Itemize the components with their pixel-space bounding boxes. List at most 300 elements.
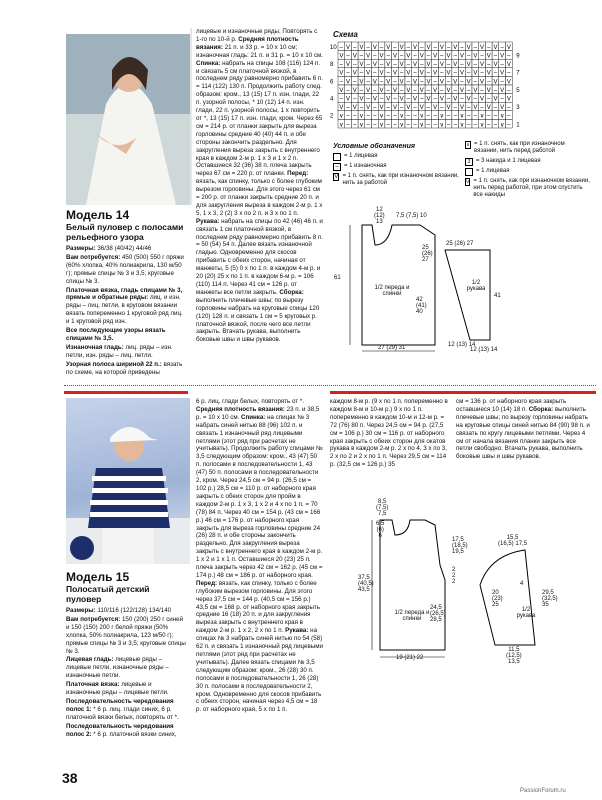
chart-symbol: V	[346, 44, 351, 51]
chart-symbol: –	[393, 44, 397, 51]
chart-symbol: V	[426, 62, 431, 69]
chart-symbol: V	[386, 62, 391, 69]
chart-symbol: ∨	[439, 122, 445, 129]
chart-symbol: –	[386, 53, 390, 60]
chart-symbol: V	[346, 96, 351, 103]
chart-symbol: V	[339, 87, 344, 94]
chart-symbol: –	[353, 113, 357, 120]
dim-sleeve-bottom-2: 12 (13) 14	[470, 347, 498, 353]
dim-shoulder: 7,5 (7,5) 10	[396, 213, 427, 219]
paragraph: Узорная полоса шириной 22 п.: вязать по схеме, на которой приведены	[66, 360, 183, 376]
sleeve-cap: 4	[520, 581, 524, 587]
chart-symbol: –	[373, 53, 377, 60]
model14-column-1	[66, 245, 187, 378]
chart-symbol: –	[453, 87, 457, 94]
chart-symbol: –	[480, 87, 484, 94]
red-bar-right	[330, 391, 596, 394]
chart-symbol: V	[386, 79, 391, 86]
knitting-chart	[330, 40, 535, 135]
chart-symbol: –	[433, 44, 437, 51]
model14-subtitle: Белый пуловер с полосами рельефного узора	[66, 222, 184, 242]
paragraph: Последовательность чередования полос 1: * 6 р. лиц. глади синих, 6 р. платочной вязки белых, повторять от *.	[66, 697, 179, 721]
chart-symbol: –	[393, 113, 397, 120]
chart-symbol: V	[480, 44, 485, 51]
chart-symbol: V	[359, 96, 364, 103]
chart-symbol: –	[379, 96, 384, 103]
chart-row-number: 8	[330, 62, 334, 69]
chart-symbol: V	[486, 105, 491, 112]
chart-symbol: –	[426, 113, 431, 120]
legend-title: Условные обозначения	[333, 143, 416, 150]
chart-symbol: ∨	[499, 122, 505, 129]
chart-symbol: –	[466, 122, 471, 129]
model14-photo	[66, 34, 190, 205]
chart-symbol: V	[379, 53, 384, 60]
chart-symbol: –	[359, 87, 364, 94]
chart-symbol: V	[413, 96, 418, 103]
chart-symbol: –	[386, 113, 390, 120]
chart-symbol: –	[433, 96, 437, 103]
model15-subtitle: Полосатый детский пуловер	[66, 584, 150, 604]
chart-row-number: 1	[516, 122, 520, 129]
chart-symbol: V	[372, 62, 377, 69]
legend-item: 3 = 3 накида и 1 лицевая	[465, 158, 590, 166]
chart-symbol: V	[459, 70, 464, 77]
legend-right	[465, 141, 590, 199]
chart-symbol: V	[506, 79, 511, 86]
chart-symbol: V	[413, 62, 418, 69]
chart-symbol: ∨	[359, 113, 364, 120]
dim-sleeve-h-left: 20 (23) 25	[492, 590, 503, 608]
chart-symbol: V	[352, 87, 357, 94]
chart-symbol: V	[500, 53, 505, 60]
chart-symbol: –	[366, 122, 370, 129]
chart-symbol: V	[486, 53, 491, 60]
chart-symbol: –	[480, 105, 484, 112]
dim-armhole: 25 (26) 27	[422, 245, 433, 263]
chart-symbol: V	[480, 79, 485, 86]
chart-symbol: V	[493, 44, 498, 51]
chart-symbol: V	[459, 105, 464, 112]
chart-symbol: –	[493, 113, 498, 120]
chart-symbol: –	[346, 122, 350, 129]
chart-symbol: V	[406, 53, 411, 60]
dim-sleeve-h-right: 29,5 (32,5) 35	[542, 590, 558, 608]
chart-symbol: V	[399, 79, 404, 86]
dim-neck-width: 12 (12) 13	[374, 207, 385, 225]
chart-symbol: –	[446, 79, 451, 86]
chart-symbol: –	[500, 44, 504, 51]
chart-symbol: V	[359, 62, 364, 69]
chart-symbol: V	[339, 105, 344, 112]
chart-symbol: –	[420, 79, 424, 86]
chart-symbol: –	[500, 62, 504, 69]
model15-column-4	[456, 398, 590, 462]
chart-symbol: V	[486, 87, 491, 94]
chart-symbol: ∨	[339, 113, 344, 120]
chart-symbol: –	[507, 70, 511, 77]
chart-symbol: –	[426, 87, 431, 94]
chart-symbol: V	[426, 44, 431, 51]
chart-symbol: –	[453, 122, 457, 129]
dim-small: 2 2 2	[452, 567, 456, 585]
chart-symbol: –	[413, 105, 417, 112]
chart-symbol: V	[446, 87, 451, 94]
chart-symbol: –	[466, 105, 471, 112]
paragraph: 6 р. лиц. глади белых, повторять от *. Средняя плотность вязания: 23 п. и 38,5 р. = 10 х 10 см. Спинка: на спицах № 3 набрать синей нитью 88 (96) 102 п. и связать 1 изнаночный ряд лицевыми петлями (этот ряд при расчетах не учитывать). Продолжить работу спицами № 3,5 следующим образом: кром., 43 (47) 50 п. полосами в последовательности 1, 43 (47) 50 п. полосами в последовательности 2, кром. Через 24,5 см = 94 р. (26,5 см = 102 р.) 28,5 см = 110 р. от наборного края закрыть с обеих сторон для пройм в каждом 2-м р. 1 х 3, 1 х 2 и 4 х по 1 п. = 70 (78) 84 п. Через 40 см = 154 р. (43 см = 166 р.) 46 см = 176 р. от наборного края закрыть для выреза горловины средние 24 (26) 28 п. и обе стороны закончить раздельно. Для закругления выреза закрыть с внутреннего края в каждом 2-м р. 1 х 2 и 1 х 1 п. Оставшиеся 20 (23) 25 п. плеча закрыть через 42 см = 162 р. (45 см = 174 р.) 48 см = 186 р. от наборного края. Перед: вязать, как спинку, только с более глубоким вырезом горловины. Для этого через 37,5 см = 144 р. (40,5 см = 156 р.) 43,5 см = 168 р. от наборного края закрыть средние 16 (18) 20 п. и для закругления выреза закрыть с внутреннего края в каждом 2-м р. 1 х 2, 2 х по 1 п. Рукава: на спицах № 3 набрать синей нитью по 54 (58) 62 п. и связать 1 изнаночный ряд лицевыми петлями (этот ряд при расчетах не учитывать). Далее вязать спицами № 3,5 следующим образом: кром., 26 (28) 30 п. полосами в последовательности 1, 26 (28) 30 п. полосами в последовательности 2, кром. Одновременно для скосов прибавить с обеих сторон, начиная через 4,5 см = 18 р. от наборного края, 5 х по 1 п.	[196, 398, 323, 714]
chart-symbol: ∨	[359, 122, 364, 129]
chart-symbol: –	[453, 113, 457, 120]
chart-symbol: V	[413, 79, 418, 86]
chart-row-number: 5	[516, 87, 520, 94]
divider	[190, 28, 192, 205]
chart-symbol: –	[426, 105, 431, 112]
chart-symbol: –	[473, 62, 478, 69]
chart-symbol: ∨	[439, 113, 445, 120]
legend-item: – = 1 изнаночная	[333, 163, 463, 171]
chart-symbol: –	[393, 62, 397, 69]
chart-symbol: –	[433, 113, 437, 120]
chart-symbol: –	[399, 87, 404, 94]
footer-watermark: PassionForum.ru	[520, 788, 566, 794]
chart-symbol: –	[507, 87, 511, 94]
chart-symbol: –	[386, 70, 390, 77]
chart-symbol: –	[440, 87, 444, 94]
chart-row-number: 7	[516, 70, 520, 77]
chart-symbol: –	[507, 105, 511, 112]
chart-symbol: V	[439, 44, 444, 51]
chart-symbol: –	[500, 79, 504, 86]
chart-symbol: V	[480, 96, 485, 103]
chart-symbol: –	[466, 53, 471, 60]
chart-row-number: 2	[330, 113, 334, 120]
chart-symbol: V	[453, 44, 458, 51]
chart-symbol: –	[446, 113, 451, 120]
chart-symbol: –	[440, 70, 444, 77]
chart-symbol: –	[446, 62, 451, 69]
chart-symbol: –	[359, 105, 364, 112]
chart-symbol: ∨	[339, 122, 344, 129]
chart-symbol: V	[493, 79, 498, 86]
chart-symbol: –	[406, 113, 411, 120]
model15-photo	[66, 398, 190, 564]
chart-symbol: –	[460, 62, 464, 69]
chart-symbol: ∨	[499, 113, 505, 120]
chart-symbol: –	[413, 87, 417, 94]
chart-row-number: 9	[516, 53, 520, 60]
chart-symbol: –	[453, 53, 457, 60]
chart-symbol: V	[339, 53, 344, 60]
chart-symbol: –	[373, 113, 377, 120]
chart-symbol: V	[399, 62, 404, 69]
chart-symbol: ∨	[379, 113, 384, 120]
dim-shoulder: 6,5 (6) 6	[376, 521, 385, 539]
paragraph: Платочная вязка, гладь спицами № 3, прямые и обратные ряды: лиц. и изн. ряды – лиц. петли, в круговом вязании вязать попеременно 1 круговой ряд лиц. и 1 круговой ряд изн.	[66, 286, 183, 326]
chart-symbol: –	[507, 53, 511, 60]
schema-title: Схема	[333, 30, 358, 39]
chart-symbol: V	[419, 87, 424, 94]
paragraph: Вам потребуется: 450 (500) 550 г пряжи (60% хлопка, 40% полиакрила, 130 м/50 г); прямые спицы № 3 и 3,5; круговые спицы № 3.	[66, 253, 184, 285]
chart-symbol: –	[413, 122, 417, 129]
sleeve-label: 1/2 рукава	[466, 280, 486, 292]
chart-symbol: –	[460, 44, 464, 51]
chart-symbol: –	[487, 113, 491, 120]
chart-symbol: V	[352, 70, 357, 77]
chart-symbol: V	[493, 62, 498, 69]
chart-symbol: V	[352, 105, 357, 112]
red-bar-left	[64, 391, 188, 394]
chart-symbol: V	[473, 53, 478, 60]
chart-symbol: V	[419, 105, 424, 112]
chart-symbol: –	[420, 96, 424, 103]
chart-symbol: V	[439, 62, 444, 69]
chart-symbol: V	[453, 62, 458, 69]
chart-symbol: V	[426, 96, 431, 103]
chart-symbol: –	[339, 96, 344, 103]
chart-symbol: V	[392, 70, 397, 77]
chart-symbol: –	[366, 113, 370, 120]
chart-symbol: –	[399, 105, 404, 112]
chart-symbol: ∨	[459, 113, 465, 120]
chart-symbol: –	[453, 70, 457, 77]
chart-symbol: –	[379, 79, 384, 86]
chart-symbol: V	[446, 53, 451, 60]
paragraph: Вам потребуется: 150 (200) 250 г синей и 150 (150) 200 г белой пряжи (50% хлопка, 50% полиакрила, 123 м/50 г); прямые спицы № 3 и 3,5; круговые спицы № 3.	[66, 615, 186, 655]
chart-symbol: –	[346, 113, 350, 120]
chart-symbol: –	[493, 70, 498, 77]
chart-symbol: –	[473, 122, 478, 129]
paragraph: каждом 8-м р. (9 х по 1 п. попеременно в каждом 8-м и 10-м р.) 9 х по 1 п. попеременно в каждом 10-м и 12-м р. = 72 (76) 80 п. Через 24,5 см = 94 р. (27,5 см = 106 р.) 30 см = 116 р. от наборного края закрыть с обеих сторон для окатов рукава в каждом 2-м р. 2 х по 4, 3 х по 3, 2 х по 2 и 2 х по 1 п. Через 29,5 см = 114 р. (32,5 см = 126 р.) 35	[330, 398, 448, 469]
paragraph: Размеры: 110/116 (122/128) 134/140	[66, 607, 172, 614]
chart-symbol: –	[406, 122, 411, 129]
chart-symbol: –	[379, 62, 384, 69]
legend-item: = 1 лицевая	[333, 153, 463, 161]
dim-bottom-width: 27 (29) 31	[378, 345, 406, 351]
chart-symbol: V	[473, 87, 478, 94]
chart-symbol: V	[506, 44, 511, 51]
model14-title: Модель 14	[66, 208, 130, 222]
model14-pattern	[330, 205, 600, 355]
chart-symbol: –	[426, 122, 431, 129]
chart-symbol: V	[466, 44, 471, 51]
dim-sleeve-bottom: 11,5 (12,5) 13,5	[506, 647, 522, 665]
chart-symbol: V	[346, 62, 351, 69]
chart-symbol: –	[353, 96, 357, 103]
chart-symbol: –	[373, 70, 377, 77]
chart-symbol: –	[433, 62, 437, 69]
chart-row-number: 10	[330, 44, 337, 51]
chart-symbol: ∨	[419, 113, 424, 120]
dim-sleeve-top: 15,5 (16,5) 17,5	[498, 535, 528, 547]
chart-symbol: –	[433, 122, 437, 129]
chart-symbol: –	[406, 62, 411, 69]
paragraph: Лицевая гладь: лицевые ряды – лицевые петли, изнаночные ряды – изнаночные петли.	[66, 656, 169, 680]
chart-symbol: –	[353, 44, 357, 51]
model15-column-1	[66, 607, 187, 740]
chart-row-number: 3	[516, 105, 520, 112]
chart-symbol: V	[500, 70, 505, 77]
chart-symbol: –	[487, 79, 491, 86]
chart-symbol: –	[466, 87, 471, 94]
chart-symbol: –	[487, 44, 491, 51]
chart-symbol: –	[413, 70, 417, 77]
chart-symbol: –	[386, 105, 390, 112]
chart-symbol: –	[446, 122, 451, 129]
chart-symbol: –	[507, 122, 511, 129]
chart-symbol: V	[486, 70, 491, 77]
chart-symbol: –	[413, 53, 417, 60]
chart-symbol: V	[366, 53, 371, 60]
chart-symbol: –	[420, 44, 424, 51]
chart-symbol: V	[439, 79, 444, 86]
chart-symbol: –	[399, 53, 404, 60]
chart-symbol: –	[426, 53, 431, 60]
chart-symbol: –	[493, 53, 498, 60]
chart-symbol: V	[433, 70, 438, 77]
chart-symbol: –	[359, 53, 364, 60]
chart-symbol: –	[433, 79, 437, 86]
chart-symbol: –	[487, 122, 491, 129]
paragraph: Размеры: 36/38 (40/42) 44/46	[66, 245, 152, 252]
chart-symbol: –	[346, 87, 350, 94]
chart-symbol: ∨	[419, 122, 424, 129]
chart-symbol: V	[406, 105, 411, 112]
chart-symbol: –	[339, 44, 344, 51]
chart-symbol: V	[506, 96, 511, 103]
chart-symbol: –	[373, 122, 377, 129]
chart-symbol: –	[406, 96, 411, 103]
legend-item: V = 1 п. снять, как при изнаночном вязании, нить за работой	[334, 173, 459, 186]
chart-symbol: –	[366, 62, 370, 69]
chart-symbol: –	[353, 122, 357, 129]
chart-symbol: –	[420, 62, 424, 69]
legend-item: Ⅴ = 1 п. снять, как при изнаночном вязании, нить перед работой, при этом спустить все накиды	[466, 178, 590, 198]
chart-symbol: V	[406, 70, 411, 77]
chart-symbol: –	[460, 96, 464, 103]
chart-symbol: V	[446, 70, 451, 77]
chart-symbol: –	[346, 53, 350, 60]
chart-symbol: –	[353, 62, 357, 69]
dim-side: 42 (41) 40	[416, 297, 427, 315]
chart-row-number: 6	[330, 79, 334, 86]
chart-symbol: –	[446, 44, 451, 51]
chart-symbol: ∨	[459, 122, 465, 129]
chart-symbol: V	[473, 105, 478, 112]
chart-symbol: –	[487, 62, 491, 69]
chart-symbol: V	[399, 44, 404, 51]
chart-symbol: –	[406, 79, 411, 86]
chart-symbol: –	[473, 113, 478, 120]
chart-symbol: V	[500, 105, 505, 112]
front-back-label: 1/2 переда и спинки	[374, 285, 410, 297]
chart-symbol: –	[393, 79, 397, 86]
chart-symbol: –	[493, 87, 498, 94]
chart-symbol: –	[386, 87, 390, 94]
model14-column-2	[196, 28, 323, 345]
chart-symbol: V	[439, 96, 444, 103]
chart-symbol: ∨	[479, 122, 485, 129]
section-separator	[64, 385, 596, 386]
dim-height: 61	[334, 275, 341, 281]
dim-side: 24,5 (26,5) 28,5	[430, 605, 446, 623]
paragraph: Все последующие узоры вязать спицами № 3,5.	[66, 327, 166, 342]
chart-symbol: V	[459, 87, 464, 94]
chart-symbol: –	[373, 87, 377, 94]
front-back-label: 1/2 переда и спинки	[394, 610, 430, 622]
chart-symbol: V	[459, 53, 464, 60]
dim-armhole: 17,5 (18,5) 19,5	[452, 537, 468, 555]
dim-neck: 8,5 (7,5) 7,5	[376, 499, 389, 517]
paragraph: Изнаночная гладь: лиц. ряды – изн. петли, изн. ряды – лиц. петли.	[66, 343, 173, 359]
chart-symbol: –	[426, 70, 431, 77]
chart-symbol: V	[433, 87, 438, 94]
chart-symbol: –	[460, 79, 464, 86]
chart-symbol: V	[433, 53, 438, 60]
paragraph: см = 136 р. от наборного края закрыть оставшиеся 10 (14) 18 п. Сборка: выполнить плечевые швы; по вырезу горловины набрать на круговые спицы синей нитью 84 (90) 98 п. и связать по кругу лицевыми петлями. Через 4 см от начала вязания планки закрыть все петли свободно. Втачать рукава, выполнить боковые швы и швы рукавов.	[456, 398, 590, 461]
model15-title: Модель 15	[66, 570, 130, 584]
chart-symbol: –	[440, 53, 444, 60]
chart-symbol: V	[359, 79, 364, 86]
chart-symbol: –	[339, 79, 344, 86]
model15-column-3	[330, 398, 452, 470]
chart-symbol: V	[372, 44, 377, 51]
chart-symbol: –	[480, 53, 484, 60]
chart-symbol: V	[500, 87, 505, 94]
chart-symbol: –	[359, 70, 364, 77]
chart-symbol: V	[352, 53, 357, 60]
chart-symbol: –	[366, 96, 370, 103]
chart-symbol: –	[440, 105, 444, 112]
chart-symbol: V	[392, 105, 397, 112]
chart-symbol: –	[453, 105, 457, 112]
chart-symbol: V	[406, 87, 411, 94]
chart-symbol: –	[379, 44, 384, 51]
chart-symbol: –	[480, 70, 484, 77]
chart-symbol: V	[466, 62, 471, 69]
dim-sleeve-top: 25 (26) 27	[446, 241, 474, 247]
chart-symbol: V	[366, 87, 371, 94]
chart-symbol: –	[339, 62, 344, 69]
chart-symbol: –	[346, 70, 350, 77]
chart-symbol: V	[386, 44, 391, 51]
chart-symbol: V	[392, 87, 397, 94]
chart-symbol: V	[386, 96, 391, 103]
chart-symbol: –	[399, 70, 404, 77]
chart-symbol: –	[366, 79, 370, 86]
chart-symbol: –	[473, 96, 478, 103]
chart-symbol: V	[379, 87, 384, 94]
paragraph: Платочная вязка: лицевые и изнаночные ряды – лицевые петли.	[66, 681, 169, 697]
page-number: 38	[62, 770, 78, 786]
chart-row-number: 4	[330, 96, 334, 103]
chart-symbol: V	[359, 44, 364, 51]
chart-symbol: V	[399, 96, 404, 103]
chart-symbol: V	[413, 44, 418, 51]
chart-symbol: –	[346, 105, 350, 112]
chart-symbol: V	[366, 105, 371, 112]
chart-symbol: V	[392, 53, 397, 60]
chart-symbol: –	[413, 113, 417, 120]
chart-symbol: –	[493, 105, 498, 112]
chart-symbol: –	[366, 44, 370, 51]
legend-item: ∨ = 1 п. снять, как при изнаночном вязании, нить перед работой	[466, 141, 565, 154]
chart-symbol: V	[372, 96, 377, 103]
dim-sleeve-height: 41	[494, 293, 501, 299]
model15-pattern	[330, 495, 600, 665]
model15-column-2	[196, 398, 323, 715]
dim-height: 37,5 (40,5) 43,5	[358, 575, 374, 593]
chart-symbol: –	[466, 113, 471, 120]
